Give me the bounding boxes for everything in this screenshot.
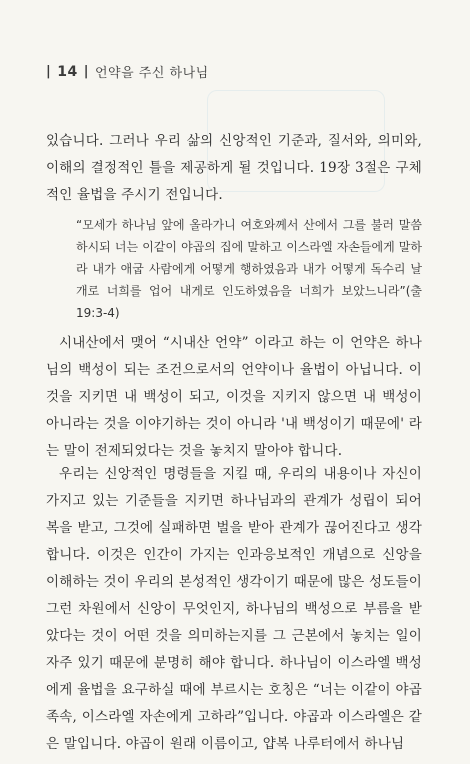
paragraph-2: 시내산에서 맺어 “시내산 언약” 이라고 하는 이 언약은 하나님의 백성이 되는 조건으로서의 언약이나 율법이 아닙니다. 이것을 지키면 내 백성이 되고, 이것을 지키지 않으면 내 백성이 아니라는 것을 이야기하는 것이 아니라 '내 백성이기 때문에' 라는 말이 전제되었다는 것을 놓치지 말아야 합니다. [46,335,422,459]
page-number: 14 [57,63,78,80]
header-divider-left: | [46,64,52,79]
running-header [46,62,209,81]
chapter-title: 언약을 주신 하나님 [94,66,209,81]
paragraph-3: 우리는 신앙적인 명령들을 지킬 때, 우리의 내용이나 자신이 가지고 있는 기준들을 지키면 하나님과의 관계가 성립이 되어 복을 받고, 그것에 실패하면 벌을 받아 관계가 끊어진다고 생각합니다. 이것은 인간이 가지는 인과응보적인 개념으로 신앙을 이해하는 것이 우리의 본성적인 생각이기 때문에 많은 성도들이 그런 차원에서 신앙이 무엇인지, 하나님의 백성으로 부름을 받았다는 것이 어떤 것을 의미하는지를 그 근본에서 놓치는 일이 자주 있기 때문에 분명히 해야 합니다. 하나님이 이스라엘 백성에게 율법을 요구하실 때에 부르시는 호칭은 “너는 이같이 야곱 족속, 이스라엘 자손에게 고하라”입니다. 야곱과 이스라엘은 같은 말입니다. 야곱이 원래 이름이고, 얍복 나루터에서 하나님 [46,466,422,752]
header-divider-right: | [83,64,89,79]
paragraph-1: 있습니다. 그러나 우리 삶의 신앙적인 기준과, 질서와, 의미와, 이해의 결정적인 틀을 제공하게 될 것입니다. 19장 3절은 구체적인 율법을 주시기 전입니다. [46,133,422,203]
scripture-quote: “모세가 하나님 앞에 올라가니 여호와께서 산에서 그를 불러 말씀하시되 너는 이같이 야곱의 집에 말하고 이스라엘 자손들에게 말하라 내가 애굽 사람에게 어떻게 행하였음과 내가 어떻게 독수리 날개로 너희를 업어 내게로 인도하였음을 너희가 보았느니라”(출 19:3-4) [76,218,422,320]
